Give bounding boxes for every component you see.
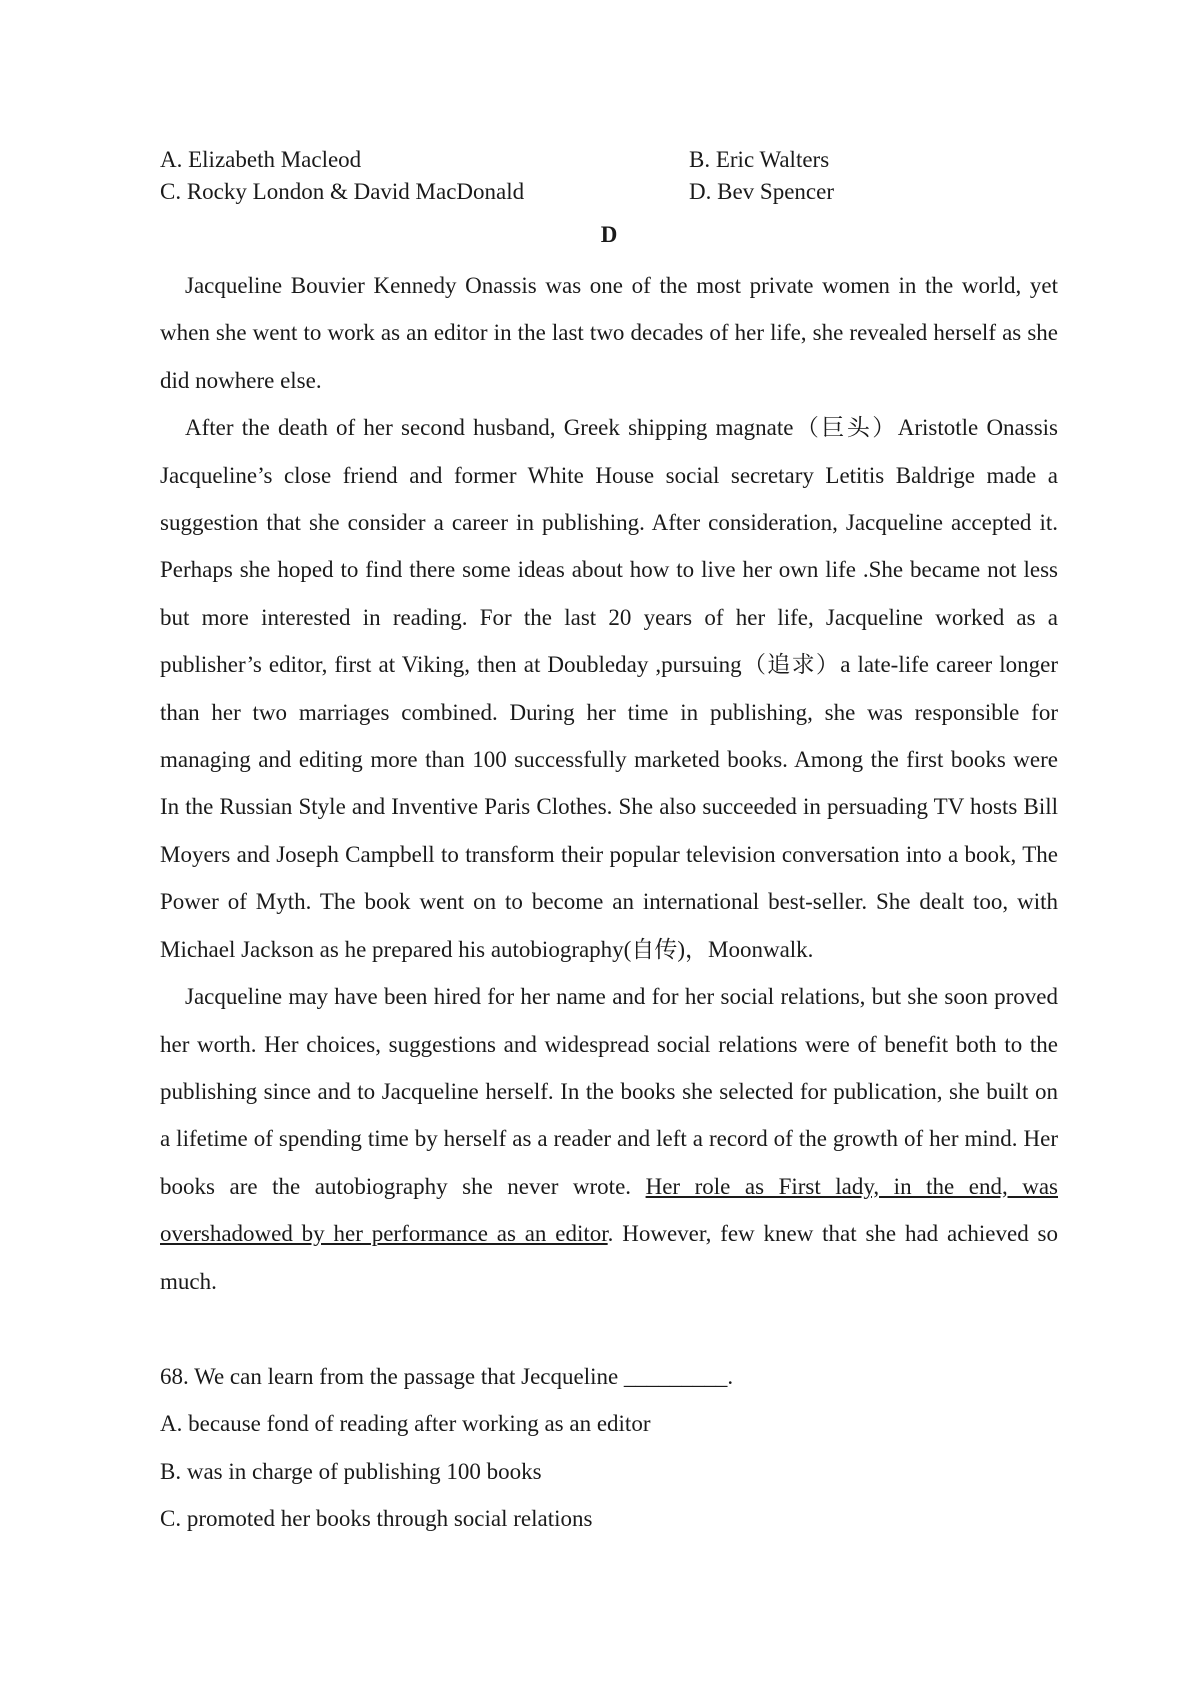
document-page xyxy=(160,0,1058,1698)
answer-option-b: B. was in charge of publishing 100 books xyxy=(160,1458,542,1484)
option-c: C. Rocky London & David MacDonald xyxy=(160,179,525,204)
previous-options-row-1 xyxy=(160,147,1058,179)
question-68 xyxy=(160,1353,1058,1543)
paragraph-3-ending: . However, few knew that she had achieved so much. xyxy=(160,1221,1059,1294)
option-a: A. Elizabeth Macleod xyxy=(160,147,362,172)
answer-option-c: C. promoted her books through social relations xyxy=(160,1506,593,1532)
option-b: B. Eric Walters xyxy=(689,147,830,172)
underlined-sentence: Her role as First lady, in the end, was overshadowed by her performance as an editor xyxy=(160,1173,1058,1247)
paragraph-3 xyxy=(160,973,1058,1305)
reading-passage xyxy=(160,262,1058,1305)
question-stem: 68. We can learn from the passage that Jecqueline _________. xyxy=(160,1364,734,1389)
paragraph-1: Jacqueline Bouvier Kennedy Onassis was one of the most private women in the world, yet when she went to work as an editor in the last two decades of her life, she revealed herself as she did nowhere else. xyxy=(160,273,1058,393)
paragraph-2: After the death of her second husband, Greek shipping magnate（巨头）Aristotle Onassis Jacqueline’s close friend and former White House social secretary Letitis Baldrige made a suggestion that she consider a career in publishing. After consideration, Jacqueline accepted it. Perhaps she hoped to find there some ideas about how to live her own life .She became not less but more interested in reading. For the last 20 years of her life, Jacqueline worked as a publisher’s editor, first at Viking, then at Doubleday ,pursuing（追求）a late-life career longer than her two marriages combined. During her time in publishing, she was responsible for managing and editing more than 100 successfully marketed books. Among the first books were In the Russian Style and Inventive Paris Clothes. She also succeeded in persuading TV hosts Bill Moyers and Joseph Campbell to transform their popular television conversation into a book, The Power of Myth. The book went on to become an international best-seller. She dealt too, with Michael Jackson as he prepared his autobiography(自传)，Moonwalk. xyxy=(160,415,1058,962)
section-heading: D xyxy=(600,222,618,247)
paragraph-3-text: Jacqueline may have been hired for her name and for her social relations, but she soon proved her worth. Her choices, suggestions and widespread social relations were of benefit both to the publishing since and to Jacqueline herself. In the books she selected for publication, she built on a lifetime of spending time by herself as a reader and left a record of the growth of her mind. Her books are the autobiography she never wrote. xyxy=(160,984,1058,1199)
previous-options-row-2 xyxy=(160,179,1058,211)
answer-option-a: A. because fond of reading after working as an editor xyxy=(160,1411,651,1437)
option-d: D. Bev Spencer xyxy=(689,179,834,204)
